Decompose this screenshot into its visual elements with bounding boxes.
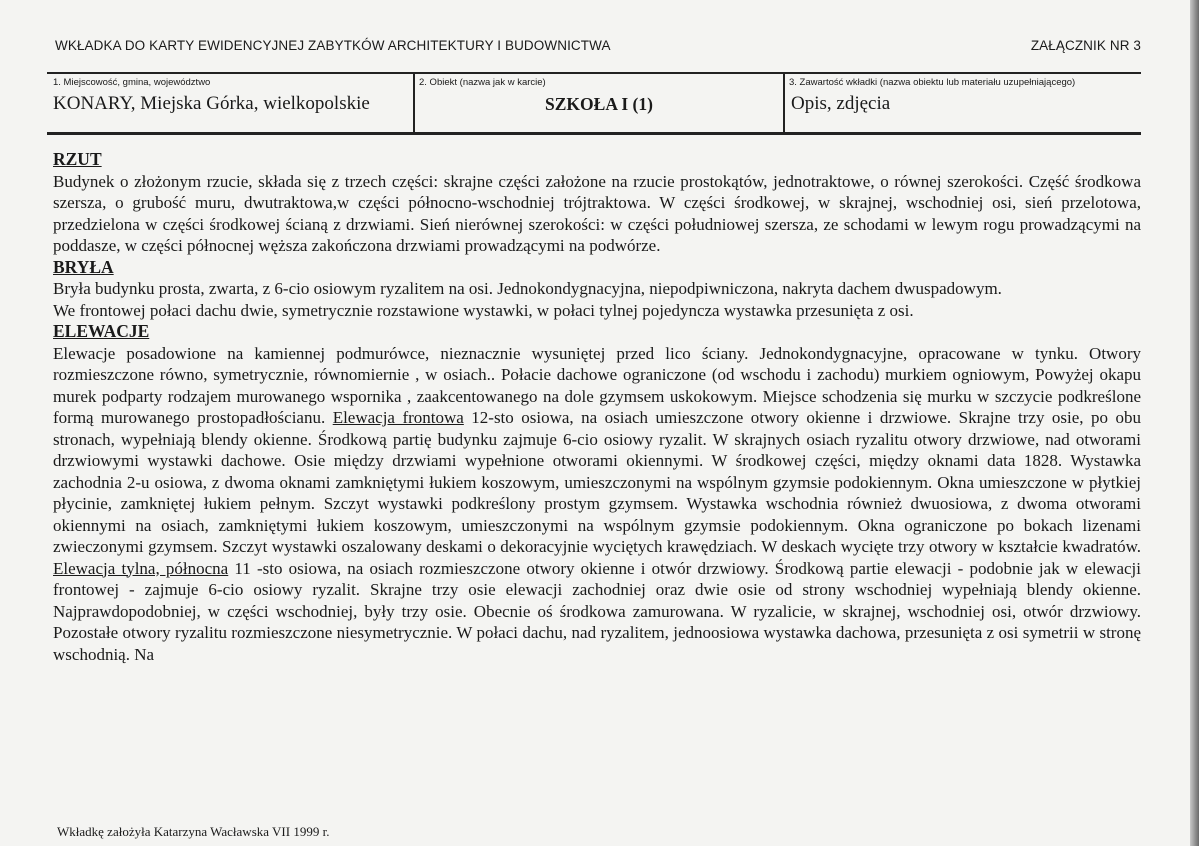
elewacja-frontowa-label: Elewacja frontowa (332, 408, 464, 427)
bryla-paragraph-2: We frontowej połaci dachu dwie, symetrycznie rozstawione wystawki, w połaci tylnej pojedyncza wystawka przesunięta z osi. (53, 300, 914, 320)
author-note: Wkładkę założyła Katarzyna Wacławska VII 1999 r. (57, 824, 330, 839)
bryla-paragraph-1: Bryła budynku prosta, zwarta, z 6-cio osiowym ryzalitem na osi. Jednokondygnacyjna, niepodpiwniczona, nakryta dachem dwuspadowym. (53, 279, 1002, 298)
bryla-heading: BRYŁA (53, 256, 114, 277)
rzut-paragraph: Budynek o złożonym rzucie, składa się z trzech części: skrajne części założone na rzucie prostokątów, jednotraktowe, o równej szerokości. Część środkowa szersza, o grubość muru, dwutraktowa,w części północno-wschodniej trójtraktowa. W części środkowej, w skrajnej, wschodniej osi, sień przelotowa, przedzielona w części środkowej ścianą z drzwiami. Sień nierównej szerokości: w części południowej szersza, ze schodami w lewym rogu prowadzącymi na poddasze, w części północnej węższa zakończona drzwiami prowadzącymi na podwórze. (53, 171, 1141, 255)
locality-field (47, 74, 413, 132)
elewacje-heading: ELEWACJE (53, 321, 150, 341)
elewacja-tylna-label: Elewacja tylna, północna (53, 558, 229, 578)
description-body (53, 149, 1141, 665)
scan-edge (1190, 0, 1199, 846)
contents-field (783, 74, 1141, 132)
contents-value: Opis, zdjęcia (791, 93, 891, 114)
object-field (413, 74, 783, 132)
object-caption: 2. Obiekt (nazwa jak w karcie) (419, 77, 546, 88)
locality-value: KONARY, Miejska Górka, wielkopolskie (53, 93, 370, 114)
object-value: SZKOŁA I (1) (545, 94, 653, 114)
elewacje-text-2: 12-sto osiowa, na osiach umieszczone otwory okienne i drzwiowe. Skrajne trzy osie, po obu stronach, wypełniają blendy okienne. Środkową partię budynku zajmuje 6-cio osiowy ryzalit. W skrajnych osiach ryzalitu otwory drzwiowe, nad otworami drzwiowymi wystawki dachowe. Osie między drzwiami wypełnione otworami okiennymi. W środkowej części, między oknami data 1828. Wystawka zachodnia 2-u osiowa, z dwoma oknami zamkniętymi łukiem koszowym, umieszczonymi na wspólnym gzymsie podokiennym. Okna umieszczone w płytkiej płycinie, zamkniętej łukiem pełnym. Szczyt wystawki podkreślony prostym gzymsem. Wystawka wschodnia również dwuosiowa, z dwoma otworami okiennymi na osiach, zamkniętymi łukiem koszowym, umieszczonymi na wspólnym gzymsie podokiennym. Okna ograniczone po bokach lizenami zwieczonymi gzymsem. Szczyt wystawki oszalowany deskami o dekoracyjnie wyciętych krawędziach. W deskach wycięte trzy otwory w kształcie kwadratów. (53, 408, 1141, 556)
locality-caption: 1. Miejscowość, gmina, województwo (53, 77, 211, 88)
rzut-heading: RZUT (53, 149, 102, 169)
form-title: WKŁADKA DO KARTY EWIDENCYJNEJ ZABYTKÓW ARCHITEKTURY I BUDOWNICTWA (55, 38, 611, 53)
contents-caption: 3. Zawartość wkładki (nazwa obiektu lub materiału uzupełniającego) (789, 77, 1076, 88)
attachment-number: ZAŁĄCZNIK NR 3 (1030, 38, 1141, 53)
elewacje-text-1: Elewacje posadowione na kamiennej podmurówce, nieznacznie wysuniętej przed lico ściany. Jednokondygnacyjne, opracowane w tynku. Otwory rozmieszczone równo, symetrycznie, równomiernie , w osiach.. Połacie dachowe ograniczone (od wschodu i zachodu) murkiem ogniowym, Powyżej okapu murek podparty rodzajem murowanego wspornika , zaakcentowanego na dole gzymsem uskokowym. Miejsce schodzenia się murku w szczycie podkreślone formą murowanego prostopadłościanu. (53, 343, 1141, 427)
elewacje-paragraph (53, 343, 1141, 666)
form-fields-row (47, 72, 1141, 135)
elewacje-text-3: 11 -sto osiowa, na osiach rozmieszczone otwory okienne i otwór drzwiowy. Środkową partie elewacji - podobnie jak w elewacji frontowej - zajmuje 6-cio osiowy ryzalit. Skrajne trzy osie elewacji zachodniej oraz dwie osie od strony wschodniej wypełniają blendy okienne. Najprawdopodobniej, w części wschodniej, były trzy osie. Obecnie oś środkowa zamurowana. W ryzalicie, w skrajnej, wschodniej osi, otwór drzwiowy. Pozostałe otwory ryzalitu rozmieszczone niesymetrycznie. W połaci dachu, nad ryzalitem, jednoosiowa wystawka dachowa, przesunięta z osi symetrii w stronę wschodnią. Na (53, 558, 1141, 664)
form-header (55, 38, 1141, 53)
